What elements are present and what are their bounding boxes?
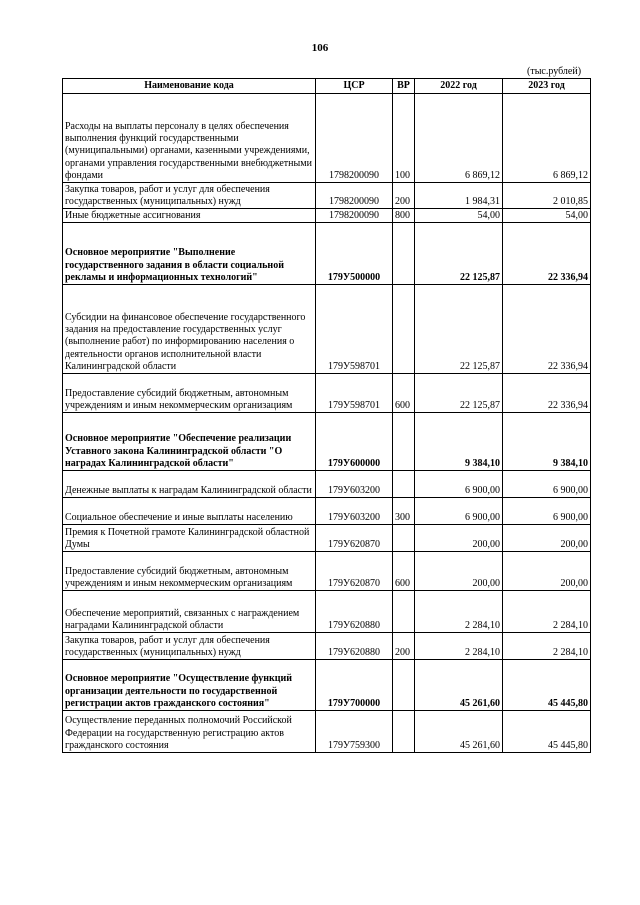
cell-csr: 1798200090 [316, 209, 393, 223]
cell-2023: 200,00 [503, 525, 591, 552]
table-row [63, 285, 591, 374]
cell-name: Премия к Почетной грамоте Калининградской областной Думы [63, 525, 316, 552]
table-row [63, 413, 591, 471]
cell-name: Осуществление переданных полномочий Российской Федерации на государственную регистрацию актов гражданского состояния [63, 711, 316, 753]
cell-2022: 22 125,87 [415, 223, 503, 285]
cell-2022: 2 284,10 [415, 591, 503, 633]
cell-csr: 1798200090 [316, 183, 393, 209]
cell-2023: 22 336,94 [503, 223, 591, 285]
cell-vr [393, 471, 415, 498]
table-row [63, 591, 591, 633]
cell-name: Закупка товаров, работ и услуг для обеспечения государственных (муниципальных) нужд [63, 633, 316, 660]
table-row [63, 471, 591, 498]
cell-2023: 2 284,10 [503, 591, 591, 633]
table-row [63, 223, 591, 285]
cell-2023: 45 445,80 [503, 660, 591, 711]
cell-csr: 179У603200 [316, 471, 393, 498]
cell-vr: 600 [393, 374, 415, 413]
units-label: (тыс.рублей) [527, 66, 582, 77]
cell-csr: 179У500000 [316, 223, 393, 285]
cell-csr: 179У598701 [316, 374, 393, 413]
cell-name: Предоставление субсидий бюджетным, автономным учреждениям и иным некоммерческим организациям [63, 374, 316, 413]
cell-2022: 6 869,12 [415, 94, 503, 183]
cell-csr: 179У603200 [316, 498, 393, 525]
table-row [63, 183, 591, 209]
cell-csr: 179У598701 [316, 285, 393, 374]
table-row [63, 633, 591, 660]
cell-vr: 100 [393, 94, 415, 183]
cell-2022: 22 125,87 [415, 285, 503, 374]
cell-vr: 200 [393, 183, 415, 209]
cell-name: Закупка товаров, работ и услуг для обеспечения государственных (муниципальных) нужд [63, 183, 316, 209]
cell-vr: 300 [393, 498, 415, 525]
table-row [63, 552, 591, 591]
cell-vr [393, 711, 415, 753]
cell-2023: 6 900,00 [503, 498, 591, 525]
cell-2022: 200,00 [415, 525, 503, 552]
cell-vr [393, 525, 415, 552]
cell-vr: 800 [393, 209, 415, 223]
cell-2022: 6 900,00 [415, 471, 503, 498]
cell-2022: 9 384,10 [415, 413, 503, 471]
cell-vr: 200 [393, 633, 415, 660]
cell-vr [393, 223, 415, 285]
cell-2023: 9 384,10 [503, 413, 591, 471]
cell-name: Денежные выплаты к наградам Калининградской области [63, 471, 316, 498]
cell-2023: 22 336,94 [503, 374, 591, 413]
cell-name: Основное мероприятие "Выполнение государственного задания в области социальной рекламы и информационных технологий" [63, 223, 316, 285]
cell-name: Обеспечение мероприятий, связанных с награждением наградами Калининградской области [63, 591, 316, 633]
cell-vr: 600 [393, 552, 415, 591]
cell-2022: 45 261,60 [415, 711, 503, 753]
cell-2022: 2 284,10 [415, 633, 503, 660]
table-row [63, 94, 591, 183]
cell-csr: 179У620880 [316, 633, 393, 660]
cell-2022: 1 984,31 [415, 183, 503, 209]
cell-2022: 45 261,60 [415, 660, 503, 711]
cell-csr: 179У620880 [316, 591, 393, 633]
cell-csr: 179У620870 [316, 525, 393, 552]
cell-vr [393, 285, 415, 374]
cell-csr: 179У620870 [316, 552, 393, 591]
header-name: Наименование кода [63, 79, 316, 94]
cell-name: Основное мероприятие "Обеспечение реализации Уставного закона Калининградской области "О наградах Калининградской области" [63, 413, 316, 471]
header-csr: ЦСР [316, 79, 393, 94]
cell-csr: 179У759300 [316, 711, 393, 753]
cell-csr: 179У700000 [316, 660, 393, 711]
cell-vr [393, 413, 415, 471]
table-row [63, 660, 591, 711]
cell-2023: 6 869,12 [503, 94, 591, 183]
header-2022: 2022 год [415, 79, 503, 94]
cell-2023: 22 336,94 [503, 285, 591, 374]
cell-2022: 6 900,00 [415, 498, 503, 525]
cell-2023: 45 445,80 [503, 711, 591, 753]
cell-name: Субсидии на финансовое обеспечение государственного задания на предоставление государственных услуг (выполнение работ) по информированию населения о деятельности органов исполнительной власти Калининградской области [63, 285, 316, 374]
header-vr: ВР [393, 79, 415, 94]
cell-2023: 200,00 [503, 552, 591, 591]
cell-2023: 2 284,10 [503, 633, 591, 660]
header-2023: 2023 год [503, 79, 591, 94]
table-header-row [63, 79, 591, 94]
cell-2023: 54,00 [503, 209, 591, 223]
cell-2022: 22 125,87 [415, 374, 503, 413]
table-row [63, 525, 591, 552]
cell-name: Предоставление субсидий бюджетным, автономным учреждениям и иным некоммерческим организациям [63, 552, 316, 591]
cell-name: Основное мероприятие "Осуществление функций организации деятельности по государственной регистрации актов гражданского состояния" [63, 660, 316, 711]
cell-2022: 200,00 [415, 552, 503, 591]
budget-table [62, 78, 591, 753]
cell-2023: 6 900,00 [503, 471, 591, 498]
cell-name: Иные бюджетные ассигнования [63, 209, 316, 223]
cell-csr: 1798200090 [316, 94, 393, 183]
cell-2023: 2 010,85 [503, 183, 591, 209]
cell-vr [393, 591, 415, 633]
cell-name: Расходы на выплаты персоналу в целях обеспечения выполнения функций государственными (муниципальными) органами, казенными учреждениями, органами управления государственными внебюджетными фондами [63, 94, 316, 183]
table-row [63, 374, 591, 413]
page-number: 106 [311, 42, 329, 54]
table-row [63, 711, 591, 753]
cell-vr [393, 660, 415, 711]
table-row [63, 209, 591, 223]
cell-name: Социальное обеспечение и иные выплаты населению [63, 498, 316, 525]
cell-2022: 54,00 [415, 209, 503, 223]
table-row [63, 498, 591, 525]
cell-csr: 179У600000 [316, 413, 393, 471]
